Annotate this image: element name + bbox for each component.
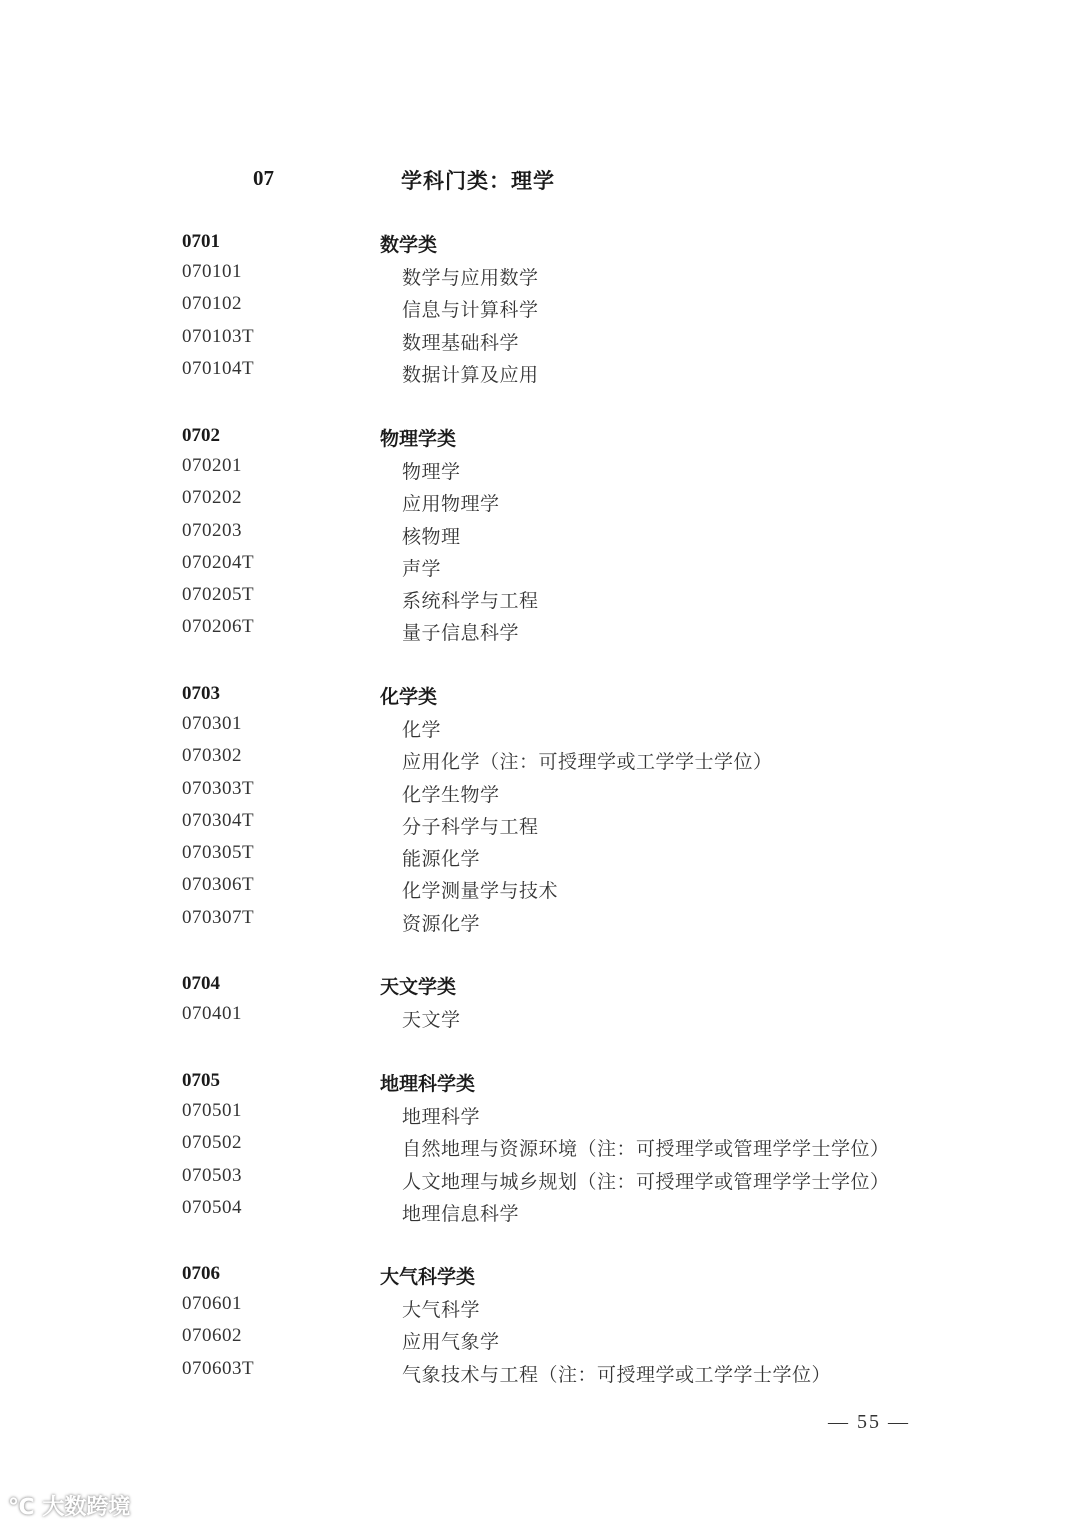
major-name: 数据计算及应用 bbox=[402, 363, 539, 386]
major-code: 070503 bbox=[182, 1164, 242, 1186]
major-row bbox=[182, 1132, 942, 1168]
major-name: 人文地理与城乡规划（注：可授理学或管理学学士学位） bbox=[402, 1170, 890, 1193]
group-code: 0706 bbox=[182, 1263, 220, 1284]
major-row bbox=[182, 1164, 942, 1201]
major-code: 070504 bbox=[182, 1196, 242, 1218]
major-row bbox=[182, 584, 942, 620]
discipline-code: 07 bbox=[253, 166, 274, 190]
major-row bbox=[182, 1293, 942, 1329]
group-header bbox=[182, 1263, 942, 1297]
major-name: 应用化学（注：可授理学或工学学士学位） bbox=[402, 751, 773, 774]
major-row bbox=[182, 551, 942, 588]
major-group bbox=[182, 1263, 942, 1394]
major-row bbox=[182, 616, 942, 652]
major-code: 070203 bbox=[182, 519, 242, 541]
major-row bbox=[182, 713, 942, 749]
major-name: 天文学 bbox=[402, 1009, 461, 1031]
major-name: 声学 bbox=[402, 557, 442, 580]
major-row bbox=[182, 745, 942, 781]
major-name: 系统科学与工程 bbox=[402, 590, 539, 613]
watermark-logo bbox=[8, 1490, 130, 1521]
major-code: 070603T bbox=[182, 1357, 255, 1379]
major-code: 070602 bbox=[182, 1325, 242, 1347]
major-code: 070101 bbox=[182, 261, 242, 282]
major-name: 化学测量学与技术 bbox=[402, 880, 559, 903]
major-row bbox=[182, 874, 942, 910]
major-code: 070202 bbox=[182, 487, 242, 509]
major-code: 070303T bbox=[182, 777, 255, 799]
major-name: 核物理 bbox=[402, 525, 461, 548]
major-name: 数学与应用数学 bbox=[402, 267, 539, 289]
group-header bbox=[182, 683, 942, 717]
major-code: 070206T bbox=[182, 616, 255, 638]
major-group bbox=[182, 973, 942, 1039]
major-name: 分子科学与工程 bbox=[402, 815, 539, 838]
major-code: 070305T bbox=[182, 842, 255, 864]
major-row bbox=[182, 1196, 942, 1233]
group-name: 物理学类 bbox=[380, 428, 457, 450]
major-name: 气象技术与工程（注：可授理学或工学学士学位） bbox=[402, 1363, 832, 1386]
major-row bbox=[182, 906, 942, 943]
major-row bbox=[182, 1325, 942, 1361]
major-name: 能源化学 bbox=[402, 848, 481, 871]
major-name: 化学生物学 bbox=[402, 783, 500, 806]
major-code: 070302 bbox=[182, 745, 242, 767]
major-row bbox=[182, 261, 942, 297]
major-name: 大气科学 bbox=[402, 1299, 481, 1321]
watermark-text: 大数跨境 bbox=[42, 1495, 131, 1520]
major-code: 070501 bbox=[182, 1100, 242, 1121]
major-code: 070301 bbox=[182, 713, 242, 734]
major-code: 070401 bbox=[182, 1003, 242, 1024]
major-row bbox=[182, 455, 942, 491]
major-code: 070307T bbox=[182, 906, 255, 928]
group-code: 0705 bbox=[182, 1070, 220, 1091]
major-code: 070204T bbox=[182, 551, 255, 573]
discipline-title: 学科门类：理学 bbox=[401, 169, 555, 193]
major-code: 070601 bbox=[182, 1293, 242, 1314]
group-header bbox=[182, 1070, 942, 1104]
major-row bbox=[182, 1357, 942, 1394]
major-group bbox=[182, 425, 942, 653]
watermark-icon: ℃ bbox=[8, 1495, 35, 1520]
group-name: 数学类 bbox=[380, 234, 438, 256]
group-header bbox=[182, 973, 942, 1007]
major-name: 地理信息科学 bbox=[402, 1202, 520, 1225]
group-name: 大气科学类 bbox=[380, 1266, 476, 1288]
major-code: 070104T bbox=[182, 357, 255, 379]
major-group bbox=[182, 1070, 942, 1233]
major-code: 070201 bbox=[182, 455, 242, 476]
major-code: 070102 bbox=[182, 293, 242, 315]
group-code: 0701 bbox=[182, 231, 220, 252]
major-name: 量子信息科学 bbox=[402, 622, 520, 645]
major-name: 地理科学 bbox=[402, 1106, 481, 1128]
group-code: 0703 bbox=[182, 683, 220, 704]
major-name: 自然地理与资源环境（注：可授理学或管理学学士学位） bbox=[402, 1138, 890, 1161]
major-code: 070205T bbox=[182, 584, 255, 606]
major-name: 物理学 bbox=[402, 461, 461, 483]
group-header bbox=[182, 231, 942, 265]
major-row bbox=[182, 487, 942, 523]
group-header bbox=[182, 425, 942, 459]
major-row bbox=[182, 809, 942, 846]
major-name: 应用气象学 bbox=[402, 1331, 500, 1354]
major-row bbox=[182, 1100, 942, 1136]
major-group bbox=[182, 231, 942, 394]
major-code: 070502 bbox=[182, 1132, 242, 1154]
major-row bbox=[182, 357, 942, 394]
major-name: 应用物理学 bbox=[402, 493, 500, 516]
major-code: 070306T bbox=[182, 874, 255, 896]
major-row bbox=[182, 842, 942, 878]
major-row bbox=[182, 325, 942, 362]
major-row bbox=[182, 519, 942, 556]
group-name: 天文学类 bbox=[380, 976, 457, 998]
major-name: 化学 bbox=[402, 719, 442, 741]
group-name: 地理科学类 bbox=[380, 1073, 476, 1095]
major-name: 资源化学 bbox=[402, 912, 481, 935]
page-number: — 55 — bbox=[828, 1411, 910, 1433]
major-name: 数理基础科学 bbox=[402, 331, 520, 354]
major-name: 信息与计算科学 bbox=[402, 299, 539, 322]
group-code: 0702 bbox=[182, 425, 220, 446]
major-code: 070304T bbox=[182, 809, 255, 831]
major-row bbox=[182, 1003, 942, 1039]
group-name: 化学类 bbox=[380, 686, 438, 708]
major-code: 070103T bbox=[182, 325, 255, 347]
major-row bbox=[182, 777, 942, 814]
group-code: 0704 bbox=[182, 973, 220, 994]
major-group bbox=[182, 683, 942, 943]
major-row bbox=[182, 293, 942, 329]
